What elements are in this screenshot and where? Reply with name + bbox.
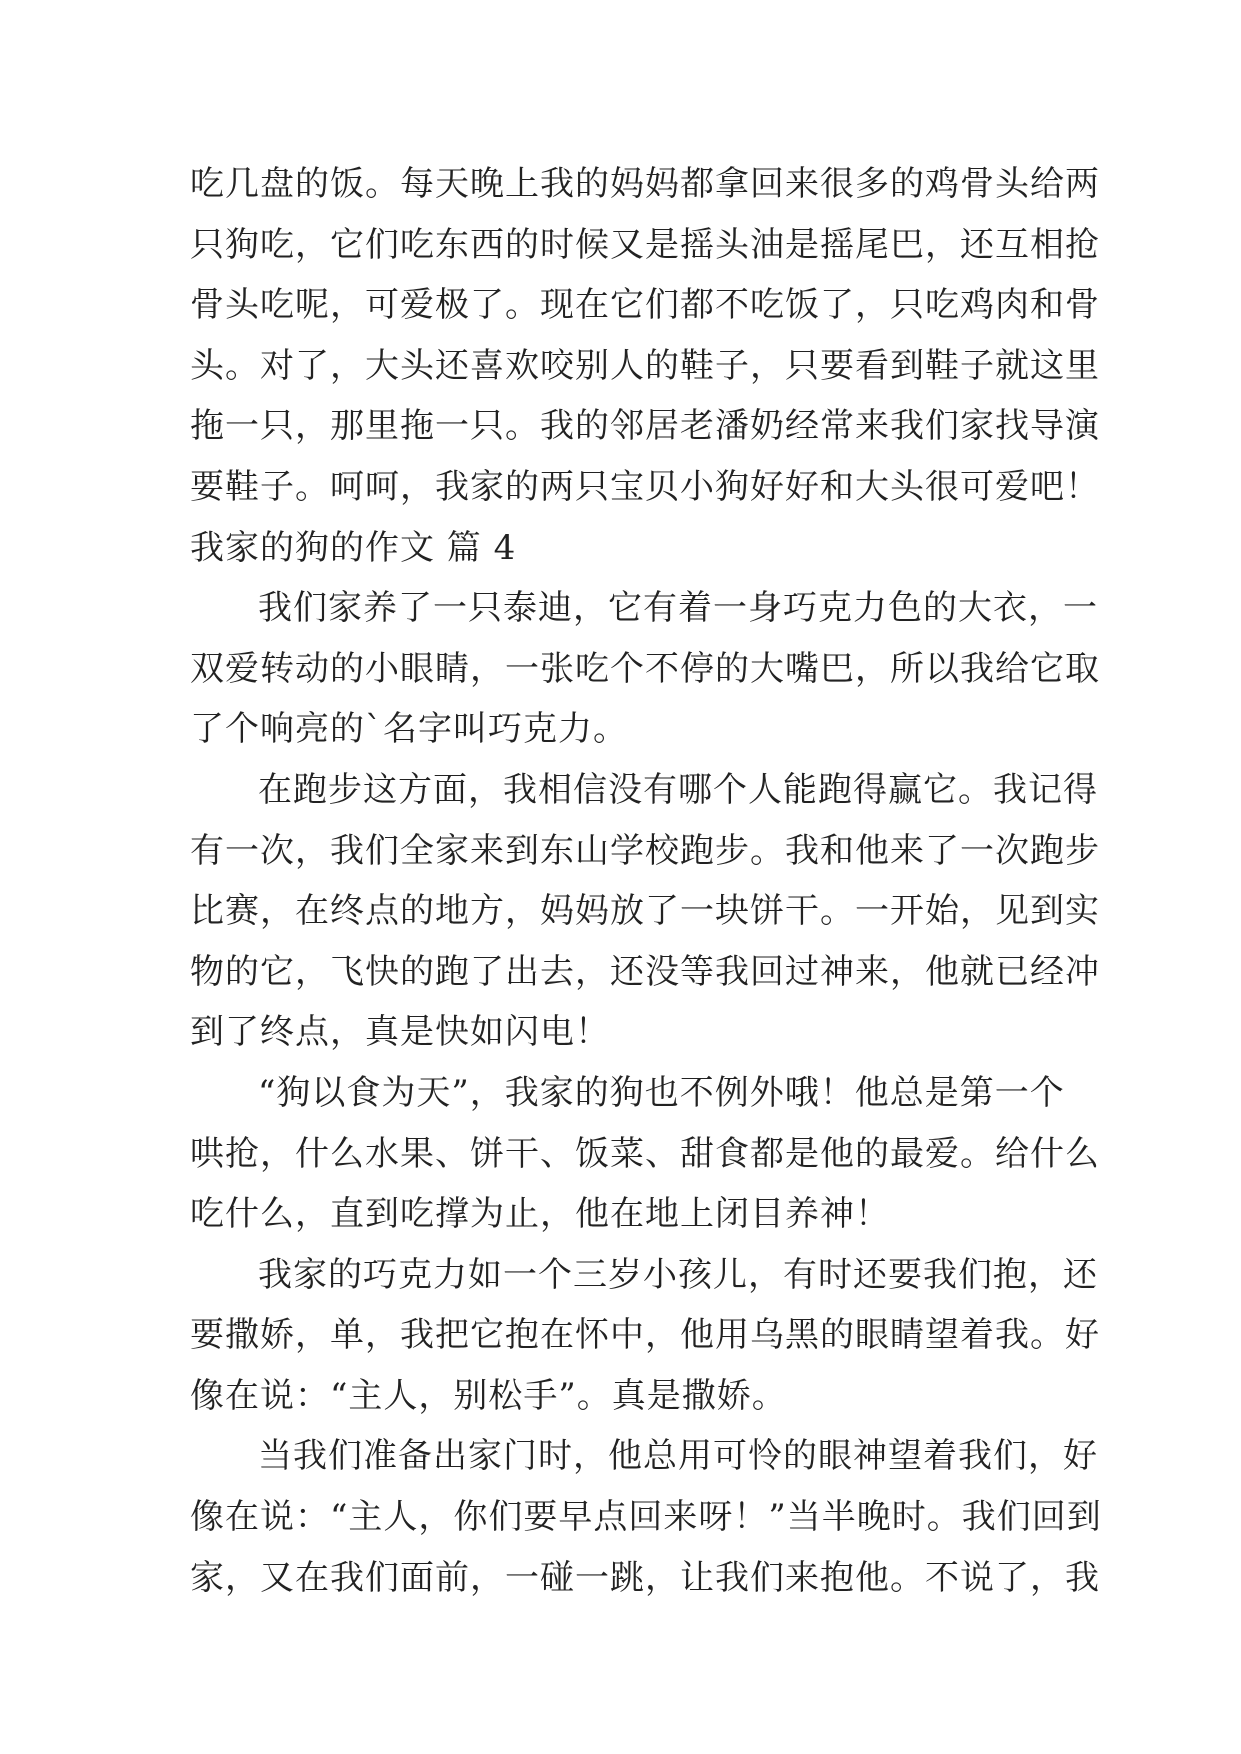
text-line-5: 拖一只，那里拖一只。我的邻居老潘奶经常来我们家找导演	[190, 406, 1100, 447]
text-line-13: 比赛，在终点的地方，妈妈放了一块饼干。一开始，见到实	[190, 891, 1100, 932]
text-line-10: 了个响亮的`名字叫巧克力。	[190, 709, 628, 750]
essay-text-block	[190, 154, 1102, 1608]
text-line-4: 头。对了，大头还喜欢咬别人的鞋子，只要看到鞋子就这里	[190, 345, 1100, 386]
section-heading: 我家的狗的作文 篇 4	[190, 527, 517, 568]
text-line-17: 哄抢，什么水果、饼干、饭菜、甜食都是他的最爱。给什么	[190, 1133, 1100, 1174]
text-line-11: 在跑步这方面，我相信没有哪个人能跑得赢它。我记得	[258, 769, 1098, 810]
text-line-15: 到了终点，真是快如闪电！	[190, 1012, 610, 1053]
text-line-20: 要撒娇，单，我把它抱在怀中，他用乌黑的眼睛望着我。好	[190, 1315, 1100, 1356]
text-line-8: 我们家养了一只泰迪，它有着一身巧克力色的大衣，一	[258, 588, 1098, 629]
text-line-12: 有一次，我们全家来到东山学校跑步。我和他来了一次跑步	[190, 830, 1100, 871]
text-line-2: 只狗吃，它们吃东西的时候又是摇头油是摇尾巴，还互相抢	[190, 224, 1100, 265]
text-line-14: 物的它，飞快的跑了出去，还没等我回过神来，他就已经冲	[190, 951, 1100, 992]
text-line-16: “狗以食为天”，我家的狗也不例外哦！他总是第一个	[258, 1072, 1065, 1113]
text-line-21: 像在说：“主人，别松手”。真是撒娇。	[190, 1375, 787, 1416]
text-line-3: 骨头吃呢，可爱极了。现在它们都不吃饭了，只吃鸡肉和骨	[190, 285, 1100, 326]
text-line-1: 吃几盘的饭。每天晚上我的妈妈都拿回来很多的鸡骨头给两	[190, 164, 1100, 204]
text-line-6: 要鞋子。呵呵，我家的两只宝贝小狗好好和大头很可爱吧！	[190, 466, 1100, 507]
text-line-9: 双爱转动的小眼睛，一张吃个不停的大嘴巴，所以我给它取	[190, 648, 1100, 689]
text-line-19: 我家的巧克力如一个三岁小孩儿，有时还要我们抱，还	[258, 1254, 1098, 1295]
text-line-23: 像在说：“主人，你们要早点回来呀！”当半晚时。我们回到	[190, 1497, 1102, 1538]
text-line-18: 吃什么，直到吃撑为止，他在地上闭目养神！	[190, 1194, 890, 1235]
text-line-24: 家，又在我们面前，一碰一跳，让我们来抱他。不说了，我	[190, 1557, 1100, 1598]
text-line-22: 当我们准备出家门时，他总用可怜的眼神望着我们，好	[258, 1436, 1098, 1477]
